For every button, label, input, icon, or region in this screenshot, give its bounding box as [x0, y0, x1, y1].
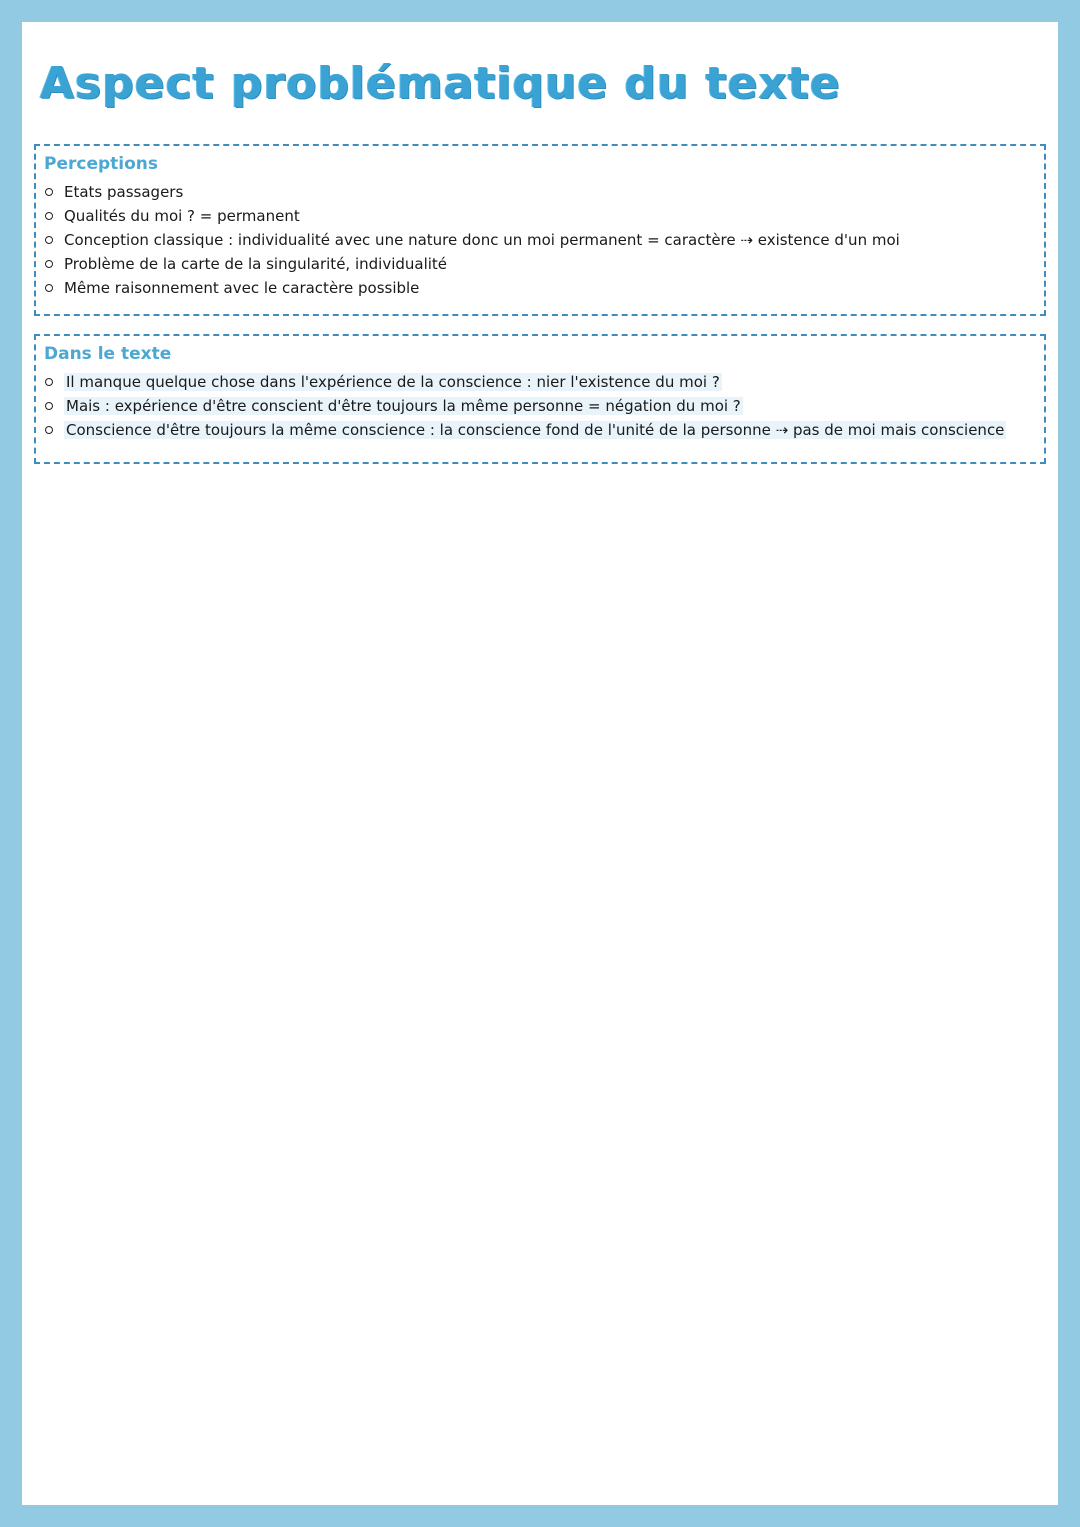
circle-bullet-icon	[45, 188, 53, 196]
list-item: Problème de la carte de la singularité, individualité	[44, 252, 1044, 276]
highlighted-text: Il manque quelque chose dans l'expérience de la conscience : nier l'existence du moi ?	[66, 373, 720, 391]
list-item: Qualités du moi ? = permanent	[44, 204, 1044, 228]
circle-bullet-icon	[45, 426, 53, 434]
bullet-list	[44, 370, 1044, 442]
circle-bullet-icon	[45, 402, 53, 410]
bullet-list	[44, 180, 1044, 300]
circle-bullet-icon	[45, 236, 53, 244]
circle-bullet-icon	[45, 284, 53, 292]
highlighted-text: Conscience d'être toujours la même conscience : la conscience fond de l'unité de la personne ⇢ pas de moi mais conscience	[66, 421, 1005, 439]
circle-bullet-icon	[45, 260, 53, 268]
list-item	[44, 394, 1044, 418]
highlighted-text: Mais : expérience d'être conscient d'être toujours la même personne = négation du moi ?	[66, 397, 741, 415]
section-heading: Dans le texte	[44, 344, 172, 364]
list-item	[44, 370, 1044, 394]
section-dans-le-texte	[34, 334, 1046, 464]
list-item: Même raisonnement avec le caractère possible	[44, 276, 1044, 300]
list-item: Conception classique : individualité avec une nature donc un moi permanent = caractère ⇢ existence d'un moi	[44, 228, 1044, 252]
list-item: Etats passagers	[44, 180, 1044, 204]
section-perceptions	[34, 144, 1046, 316]
circle-bullet-icon	[45, 212, 53, 220]
page-title: Aspect problématique du texte	[40, 58, 841, 109]
circle-bullet-icon	[45, 378, 53, 386]
list-item	[44, 418, 1044, 442]
section-heading: Perceptions	[44, 154, 159, 174]
